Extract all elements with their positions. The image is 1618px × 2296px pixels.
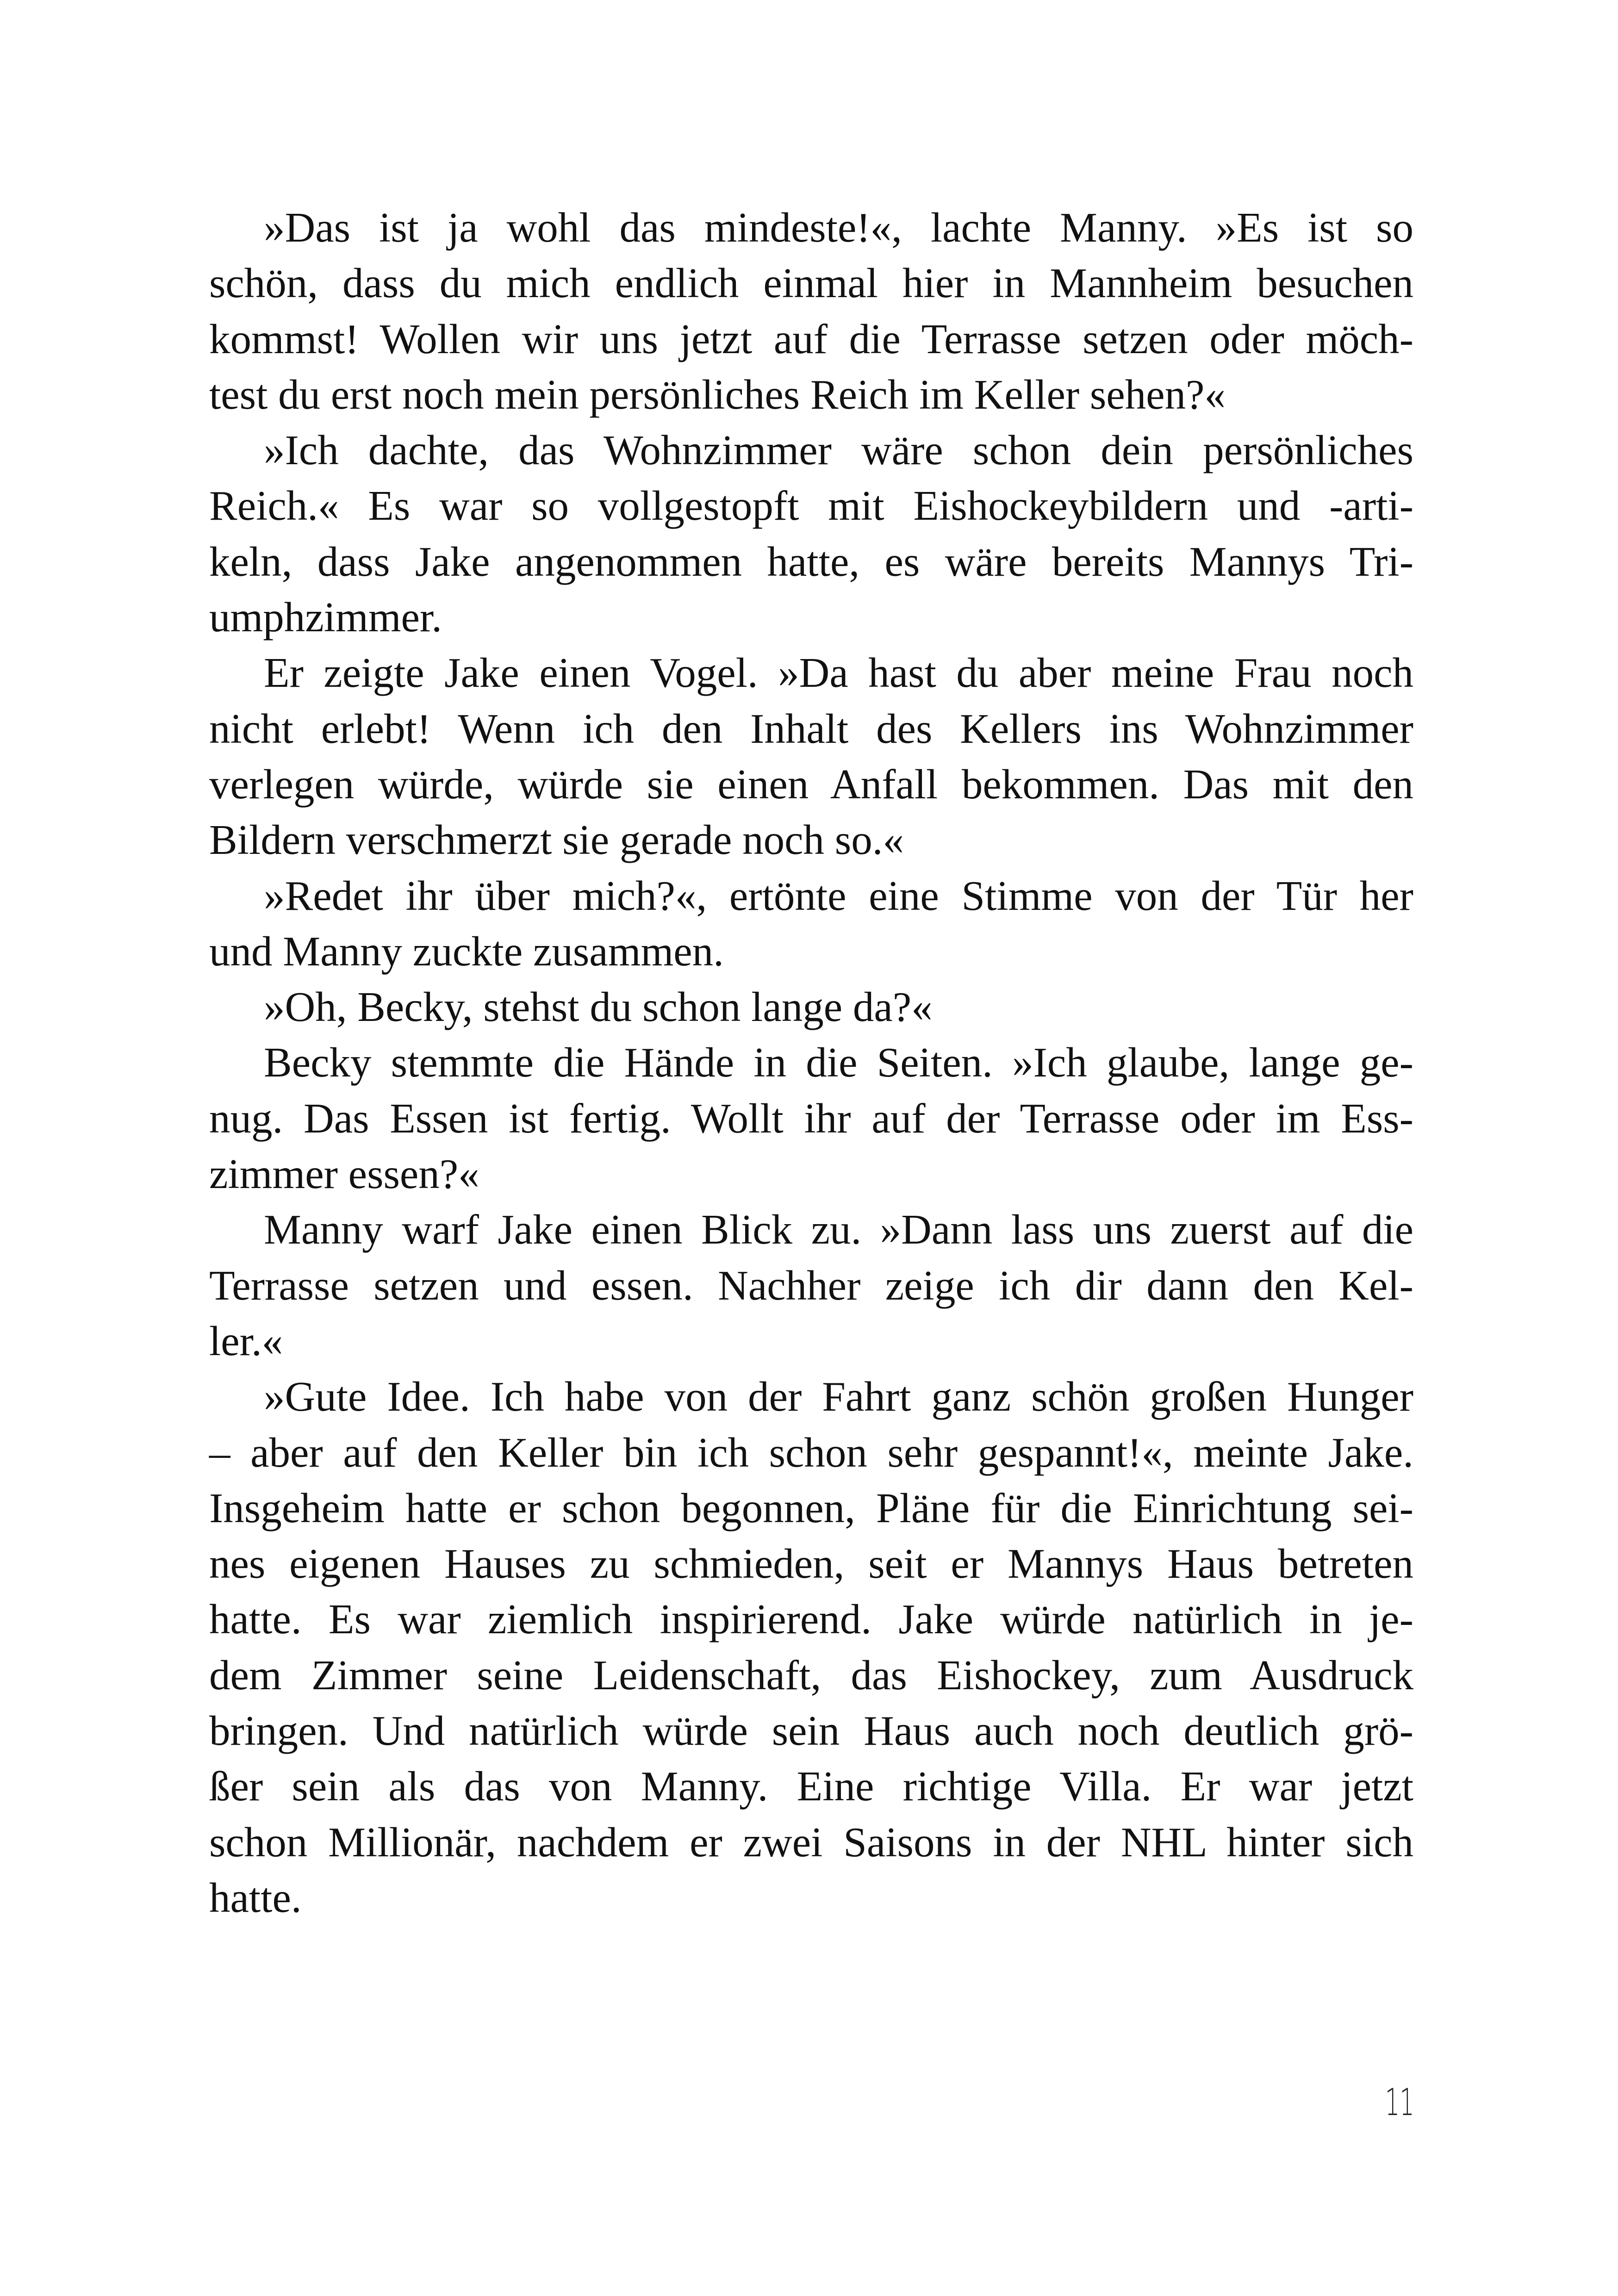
text-line: hatte. xyxy=(209,1874,302,1921)
text-line: »Das ist ja wohl das mindeste!«, lachte Manny. »Es ist so xyxy=(264,204,1413,251)
text-line: hatte. Es war ziemlich inspirierend. Jake würde natürlich in je- xyxy=(209,1596,1413,1643)
text-line: verlegen würde, würde sie einen Anfall bekommen. Das mit den xyxy=(209,760,1413,808)
text-line: nes eigenen Hauses zu schmieden, seit er Mannys Haus betreten xyxy=(209,1540,1413,1587)
body-text xyxy=(209,200,1413,1926)
text-line: bringen. Und natürlich würde sein Haus auch noch deutlich grö- xyxy=(209,1707,1413,1755)
text-line: Reich.« Es war so vollgestopft mit Eishockeybildern und -arti- xyxy=(209,482,1413,529)
text-line: ßer sein als das von Manny. Eine richtige Villa. Er war jetzt xyxy=(209,1763,1413,1810)
text-line: Insgeheim hatte er schon begonnen, Pläne für die Einrichtung sei- xyxy=(209,1484,1413,1531)
text-line: zimmer essen?« xyxy=(209,1151,479,1198)
text-line: »Redet ihr über mich?«, ertönte eine Stimme von der Tür her xyxy=(264,872,1413,919)
text-line: keln, dass Jake angenommen hatte, es wäre bereits Mannys Tri- xyxy=(209,538,1413,585)
text-line: umphzimmer. xyxy=(209,594,442,641)
text-line: »Gute Idee. Ich habe von der Fahrt ganz schön großen Hunger xyxy=(264,1373,1413,1420)
text-line: test du erst noch mein persönliches Reich im Keller sehen?« xyxy=(209,371,1226,418)
text-line: Bildern verschmerzt sie gerade noch so.« xyxy=(209,816,904,864)
text-line: schön, dass du mich endlich einmal hier in Mannheim besuchen xyxy=(209,260,1413,307)
text-line: nug. Das Essen ist fertig. Wollt ihr auf der Terrasse oder im Ess- xyxy=(209,1095,1413,1142)
text-line: »Oh, Becky, stehst du schon lange da?« xyxy=(264,983,933,1031)
text-line: – aber auf den Keller bin ich schon sehr gespannt!«, meinte Jake. xyxy=(209,1429,1413,1476)
text-line: Er zeigte Jake einen Vogel. »Da hast du aber meine Frau noch xyxy=(264,649,1413,697)
text-line: »Ich dachte, das Wohnzimmer wäre schon dein persönliches xyxy=(264,427,1413,474)
text-line: Terrasse setzen und essen. Nachher zeige ich dir dann den Kel- xyxy=(209,1262,1413,1309)
text-line: und Manny zuckte zusammen. xyxy=(209,927,724,975)
text-line: dem Zimmer seine Leidenschaft, das Eishockey, zum Ausdruck xyxy=(209,1651,1413,1699)
text-line: ler.« xyxy=(209,1317,283,1364)
text-line: Manny warf Jake einen Blick zu. »Dann lass uns zuerst auf die xyxy=(264,1206,1413,1253)
text-line: nicht erlebt! Wenn ich den Inhalt des Kellers ins Wohnzimmer xyxy=(209,705,1413,752)
page-number: 11 xyxy=(1385,2081,1414,2124)
text-line: Becky stemmte die Hände in die Seiten. »Ich glaube, lange ge- xyxy=(264,1039,1413,1086)
text-line: schon Millionär, nachdem er zwei Saisons in der NHL hinter sich xyxy=(209,1818,1413,1866)
text-line: kommst! Wollen wir uns jetzt auf die Terrasse setzen oder möch- xyxy=(209,315,1413,362)
